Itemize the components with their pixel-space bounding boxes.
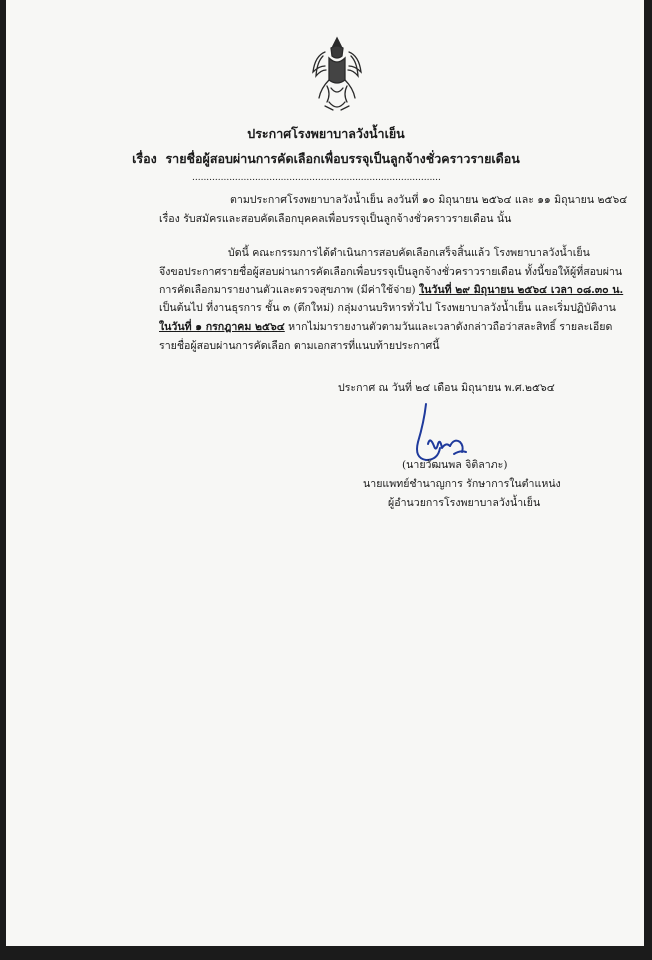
- para2-line2: จึงขอประกาศรายชื่อผู้สอบผ่านการคัดเลือกเพื่อบรรจุเป็นลูกจ้างชั่วคราวรายเดือน ทั้งนี้ขอให้ผู้ที่สอบผ่าน: [159, 266, 623, 278]
- para2-line4: เป็นต้นไป ที่งานธุรการ ชั้น ๓ (ตึกใหม่) กลุ่มงานบริหารทั่วไป โรงพยาบาลวังน้ำเย็น และเริ่มปฏิบัติงาน: [159, 302, 616, 314]
- para2-line6: รายชื่อผู้สอบผ่านการคัดเลือก ตามเอกสารที่แนบท้ายประกาศนี้: [159, 340, 440, 352]
- garuda-emblem-icon: [311, 36, 363, 116]
- document-page: [6, 0, 644, 946]
- start-date-emphasis: ในวันที่ ๑ กรกฎาคม ๒๕๖๔: [159, 321, 285, 333]
- para1-line1: ตามประกาศโรงพยาบาลวังน้ำเย็น ลงวันที่ ๑๐ มิถุนายน ๒๕๖๔ และ ๑๑ มิถุนายน ๒๕๖๔: [230, 194, 628, 206]
- para2-line3-text: การคัดเลือกมารายงานตัวและตรวจสุขภาพ (มีค่าใช้จ่าย): [159, 284, 419, 296]
- document-subject: [0, 149, 652, 169]
- para2-line1: บัดนี้ คณะกรรมการได้ดำเนินการสอบคัดเลือกเสร็จสิ้นแล้ว โรงพยาบาลวังน้ำเย็น: [228, 247, 590, 259]
- para2-line5-text: หากไม่มารายงานตัวตามวันและเวลาดังกล่าวถือว่าสละสิทธิ์ รายละเอียด: [284, 321, 613, 333]
- signer-position: นายแพทย์ชำนาญการ รักษาการในตำแหน่ง: [363, 478, 561, 490]
- signer-name: (นายวัฒนพล จิติลาภะ): [402, 459, 508, 471]
- subject-text: รายชื่อผู้สอบผ่านการคัดเลือกเพื่อบรรจุเป็นลูกจ้างชั่วคราวรายเดือน: [165, 151, 520, 166]
- report-date-emphasis: ในวันที่ ๒๙ มิถุนายน ๒๕๖๔ เวลา ๐๘.๓๐ น.: [418, 284, 624, 296]
- subject-label: เรื่อง: [132, 151, 157, 166]
- announce-date: ประกาศ ณ วันที่ ๒๔ เดือน มิถุนายน พ.ศ.๒๕๖๔: [338, 382, 555, 394]
- title-divider: .......................................................................................: [192, 173, 441, 183]
- para2-line5: [159, 320, 612, 334]
- document-title: ประกาศโรงพยาบาลวังน้ำเย็น: [247, 126, 405, 141]
- para2-line3: [159, 283, 623, 297]
- para1-line2: เรื่อง รับสมัครและสอบคัดเลือกบุคคลเพื่อบรรจุเป็นลูกจ้างชั่วคราวรายเดือน นั้น: [159, 213, 512, 225]
- signer-organization: ผู้อำนวยการโรงพยาบาลวังน้ำเย็น: [388, 497, 541, 509]
